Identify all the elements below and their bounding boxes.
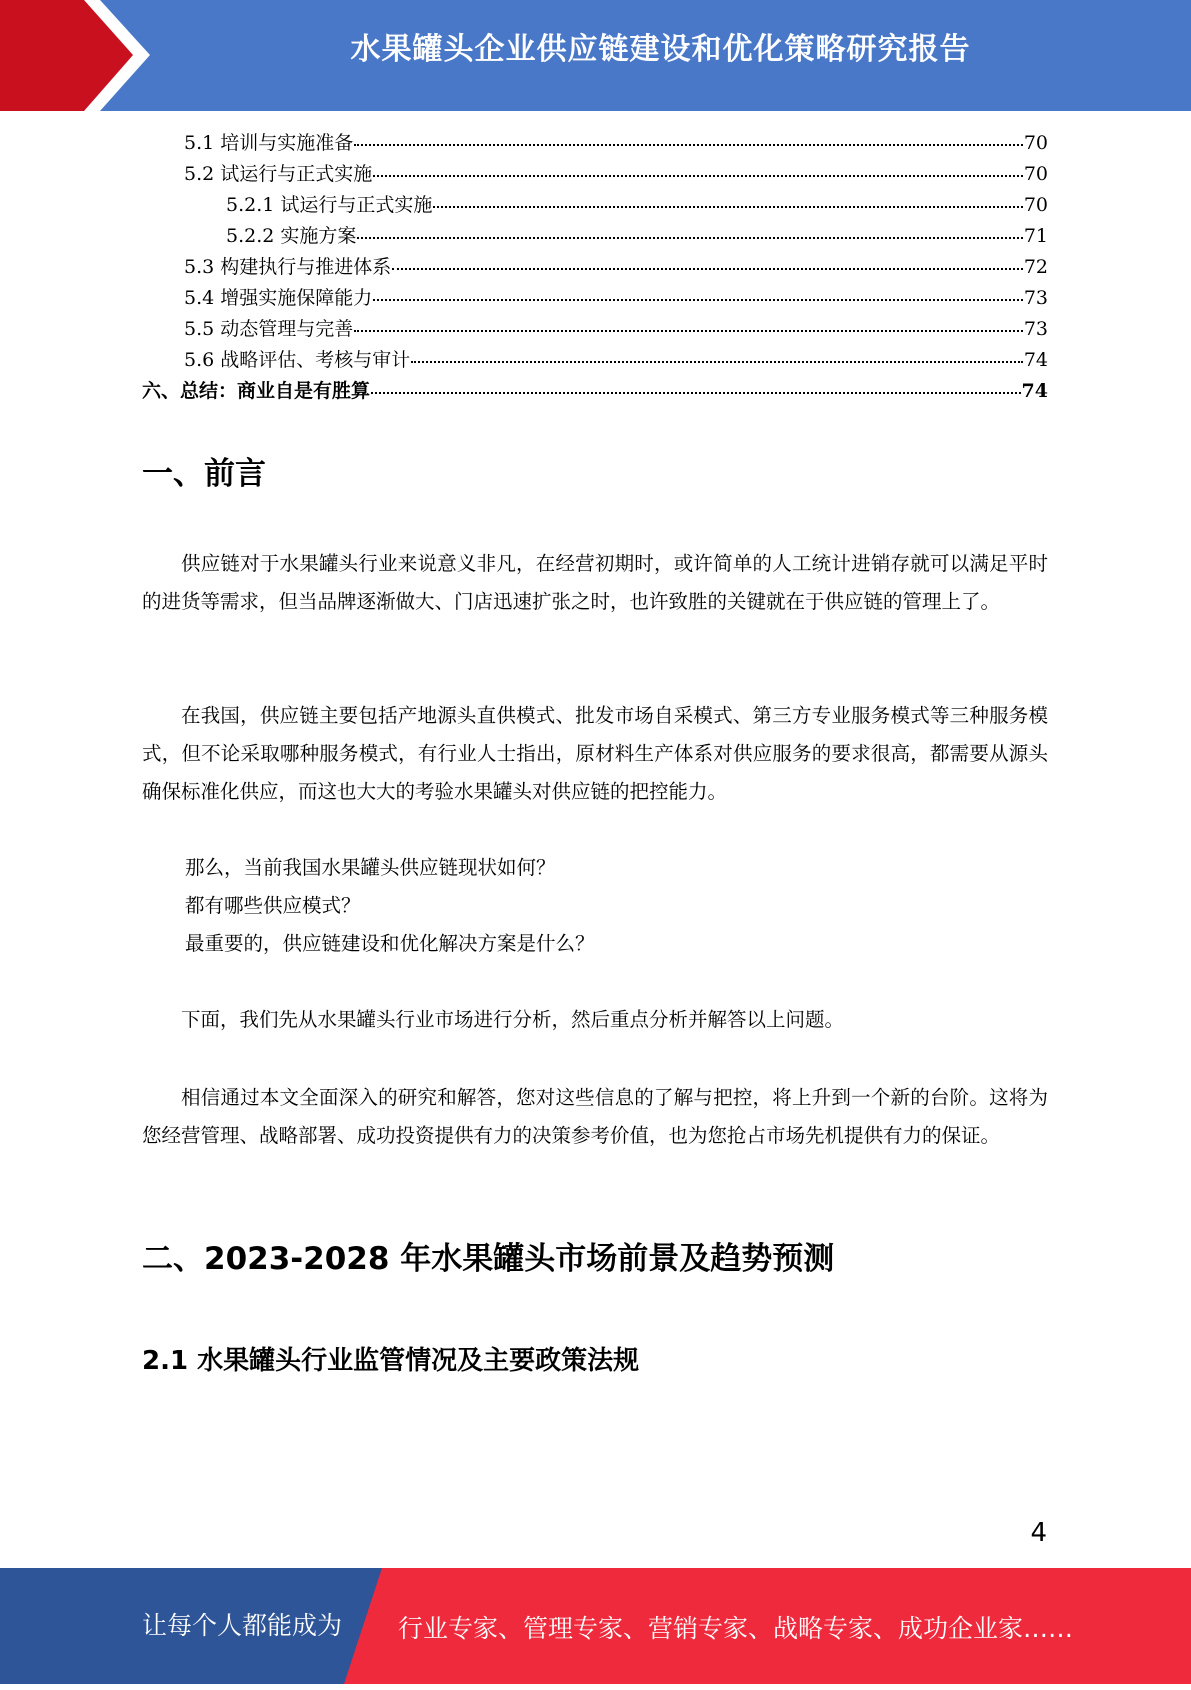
body-paragraph: 下面，我们先从水果罐头行业市场进行分析，然后重点分析并解答以上问题。 [181, 1008, 845, 1031]
body-paragraph: 在我国，供应链主要包括产地源头直供模式、批发市场自采模式、第三方专业服务模式等三种服务模式，但不论采取哪种服务模式，有行业人士指出，原材料生产体系对供应服务的要求很高，都需要从源头确保标准化供应，而这也大大的考验水果罐头对供应链的把控能力。 [142, 704, 1048, 803]
toc-entry-label: 5.2.2 实施方案 [226, 225, 357, 247]
toc-entry-page: 74 [1021, 380, 1048, 402]
toc-entry-label: 5.4 增强实施保障能力 [184, 287, 373, 309]
toc-entry-page: 74 [1023, 349, 1048, 371]
page-header [0, 0, 1191, 111]
footer-slogan-left: 让每个人都能成为 [142, 1611, 343, 1640]
toc-leader-dots [354, 125, 1023, 146]
toc-leader-dots [354, 311, 1023, 332]
header-arrow-decoration [0, 0, 160, 111]
toc-entry-label: 5.6 战略评估、考核与审计 [184, 349, 411, 371]
toc-entry[interactable] [142, 252, 1048, 283]
table-of-contents [142, 128, 1048, 407]
toc-entry[interactable] [142, 314, 1048, 345]
toc-entry-page: 72 [1023, 256, 1048, 278]
report-title: 水果罐头企业供应链建设和优化策略研究报告 [350, 32, 971, 67]
toc-entry[interactable] [142, 345, 1048, 376]
toc-leader-dots [373, 156, 1023, 177]
question-line: 都有哪些供应模式？ [185, 894, 361, 917]
body-paragraph: 相信通过本文全面深入的研究和解答，您对这些信息的了解与把控，将上升到一个新的台阶。这将为您经营管理、战略部署、成功投资提供有力的决策参考价值，也为您抢占市场先机提供有力的保证。 [142, 1086, 1048, 1147]
toc-entry-page: 73 [1023, 287, 1048, 309]
toc-entry-label: 5.5 动态管理与完善 [184, 318, 354, 340]
toc-entry-label: 5.2.1 试运行与正式实施 [226, 194, 433, 216]
page-number: 4 [1030, 1518, 1047, 1548]
toc-entry-label: 六、总结：商业自是有胜算 [142, 380, 371, 402]
toc-entry[interactable] [142, 159, 1048, 190]
footer-slogan-right: 行业专家、管理专家、营销专家、战略专家、成功企业家…… [398, 1614, 1074, 1643]
toc-leader-dots [373, 280, 1023, 301]
toc-leader-dots [392, 249, 1023, 270]
toc-entry-chapter[interactable] [142, 376, 1048, 407]
toc-entry[interactable] [142, 190, 1048, 221]
toc-entry-label: 5.2 试运行与正式实施 [184, 163, 373, 185]
toc-leader-dots [371, 373, 1021, 394]
section-heading: 一、前言 [142, 456, 266, 492]
toc-leader-dots [433, 187, 1022, 208]
question-line: 那么，当前我国水果罐头供应链现状如何？ [185, 856, 556, 879]
toc-leader-dots [411, 342, 1023, 363]
toc-entry-page: 71 [1023, 225, 1048, 247]
toc-leader-dots [357, 218, 1022, 239]
subsection-heading: 2.1 水果罐头行业监管情况及主要政策法规 [142, 1346, 640, 1376]
toc-entry-label: 5.3 构建执行与推进体系 [184, 256, 392, 278]
toc-entry-label: 5.1 培训与实施准备 [184, 132, 354, 154]
toc-entry[interactable] [142, 283, 1048, 314]
toc-entry[interactable] [142, 128, 1048, 159]
section-heading: 二、2023-2028 年水果罐头市场前景及趋势预测 [142, 1241, 835, 1277]
body-paragraph: 供应链对于水果罐头行业来说意义非凡，在经营初期时，或许简单的人工统计进销存就可以满足平时的进货等需求，但当品牌逐渐做大、门店迅速扩张之时，也许致胜的关键就在于供应链的管理上了。 [142, 552, 1048, 613]
toc-entry-page: 70 [1023, 132, 1048, 154]
toc-entry-page: 70 [1023, 163, 1048, 185]
question-line: 最重要的，供应链建设和优化解决方案是什么？ [185, 932, 595, 955]
toc-entry[interactable] [142, 221, 1048, 252]
toc-entry-page: 73 [1023, 318, 1048, 340]
toc-entry-page: 70 [1023, 194, 1048, 216]
